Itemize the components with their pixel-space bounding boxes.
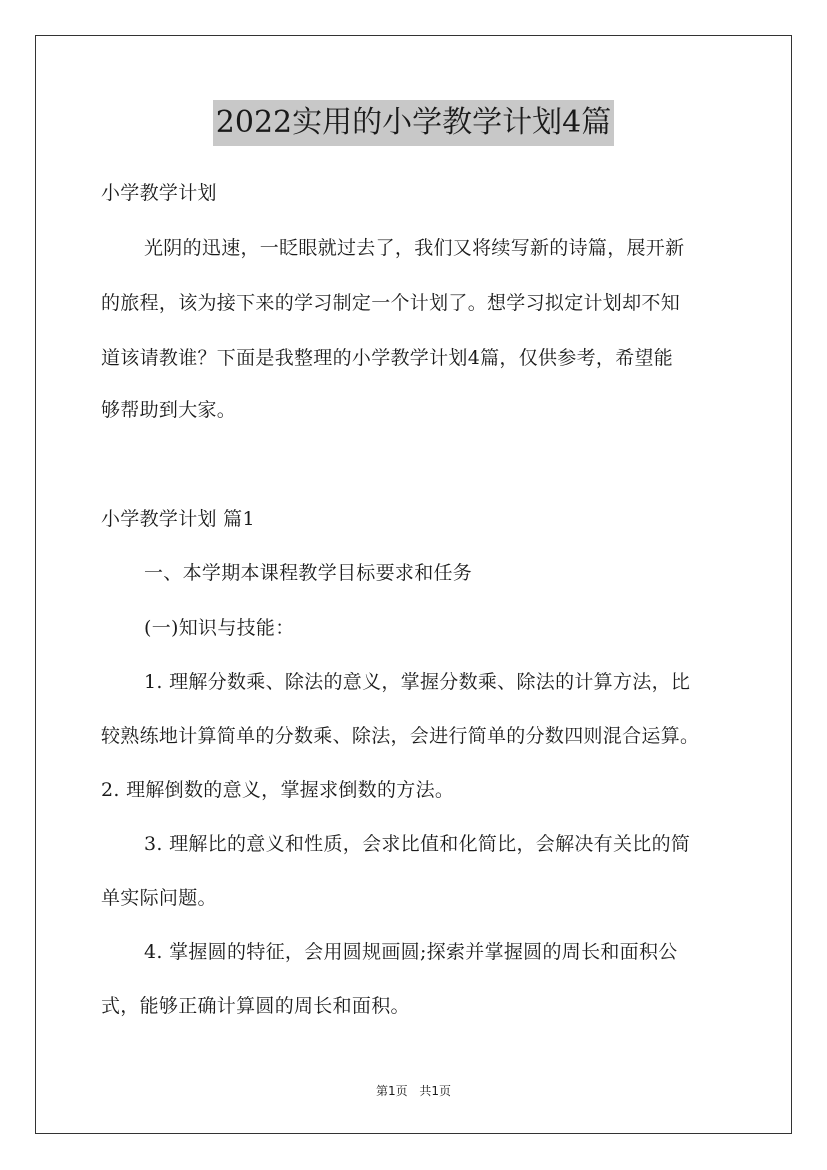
paragraph-line: 一、本学期本课程教学目标要求和任务 (144, 562, 473, 584)
paragraph-line: 的旅程，该为接下来的学习制定一个计划了。想学习拟定计划却不知 (101, 292, 681, 314)
paragraph-line: 4. 掌握圆的特征，会用圆规画圆;探索并掌握圆的周长和面积公 (144, 941, 678, 963)
paragraph-line: 道该请教谁？下面是我整理的小学教学计划4篇，仅供参考，希望能 (101, 347, 674, 369)
paragraph-line: 3. 理解比的意义和性质，会求比值和化简比，会解决有关比的简 (144, 833, 691, 855)
page-number: 第1页 (375, 1084, 408, 1098)
paragraph-line: 2. 理解倒数的意义，掌握求倒数的方法。 (101, 779, 455, 801)
paragraph-line: 单实际问题。 (101, 887, 217, 909)
page-footer (0, 1083, 827, 1099)
paragraph-line: 较熟练地计算简单的分数乘、除法，会进行简单的分数四则混合运算。 (101, 725, 700, 747)
section-heading: 小学教学计划 篇1 (101, 508, 255, 530)
page-total: 共1页 (419, 1084, 452, 1098)
document-title: 2022实用的小学教学计划4篇 (213, 100, 614, 146)
intro-heading: 小学教学计划 (101, 182, 217, 204)
paragraph-line: (一)知识与技能： (144, 617, 295, 639)
paragraph-line: 式，能够正确计算圆的周长和面积。 (101, 995, 410, 1017)
paragraph-line: 光阴的迅速，一眨眼就过去了，我们又将续写新的诗篇，展开新 (144, 237, 685, 259)
title-container (0, 100, 827, 146)
paragraph-line: 1. 理解分数乘、除法的意义，掌握分数乘、除法的计算方法，比 (144, 671, 691, 693)
paragraph-line: 够帮助到大家。 (101, 399, 237, 421)
